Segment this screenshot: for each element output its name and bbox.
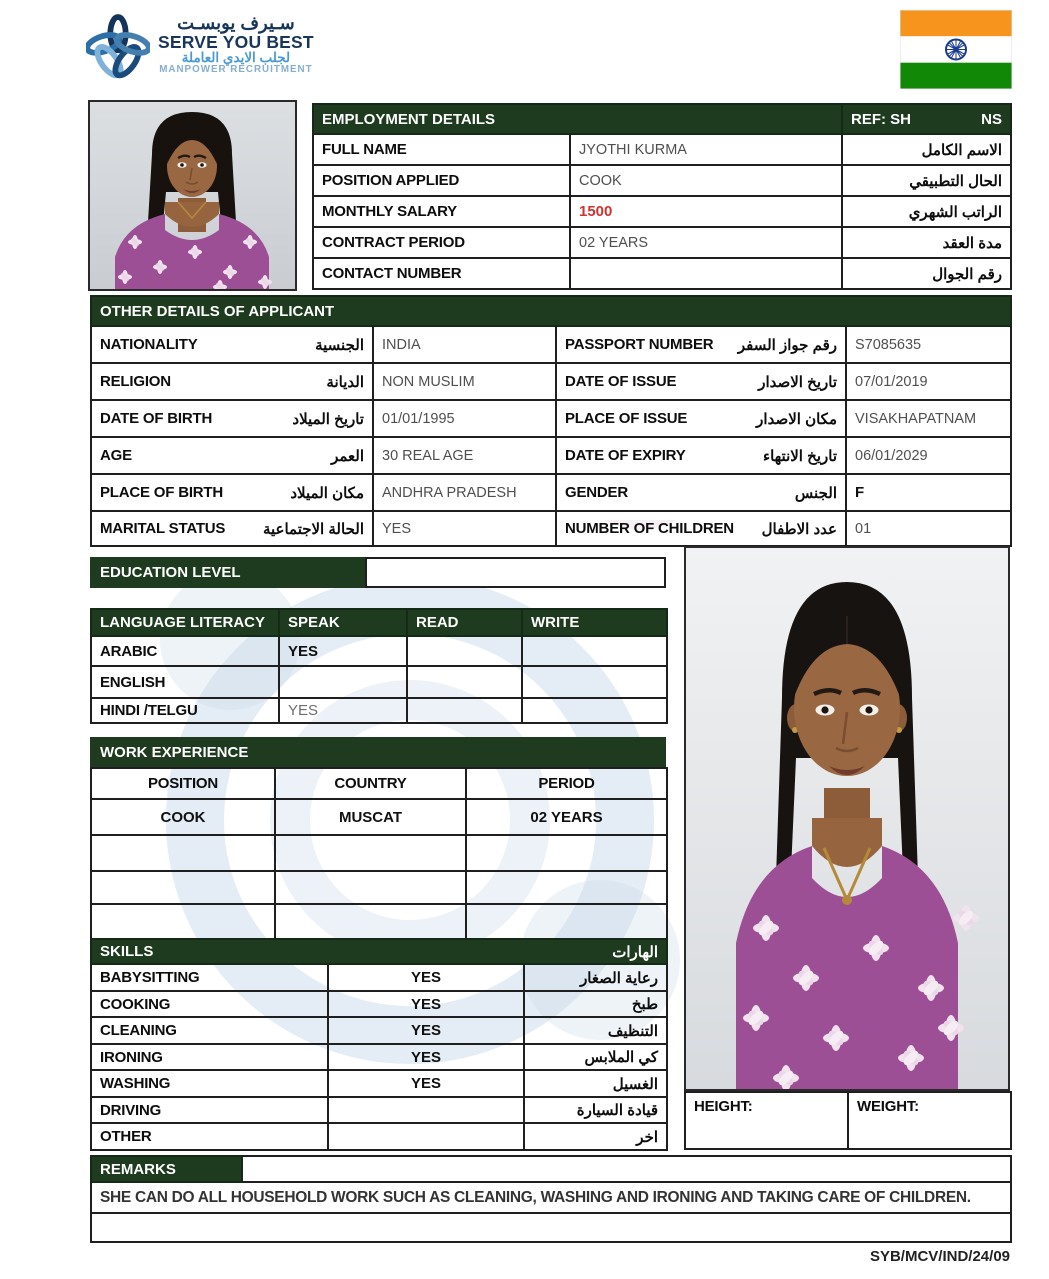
- skill-arabic: الغسيل: [524, 1070, 667, 1097]
- field-label: PLACE OF BIRTH: [100, 484, 224, 501]
- field-label: PLACE OF ISSUE: [565, 410, 688, 427]
- period-header: PERIOD: [466, 768, 667, 799]
- skill-arabic: كي الملابس: [524, 1044, 667, 1070]
- field-arabic: رقم الجوال: [842, 258, 1011, 289]
- logo-subtitle: MANPOWER RECRUITMENT: [159, 64, 313, 76]
- field-label: GENDER: [565, 484, 628, 501]
- language-name: ARABIC: [91, 636, 279, 666]
- other-details-header: OTHER DETAILS OF APPLICANT: [91, 296, 1011, 326]
- field-value: [570, 258, 842, 289]
- other-details-table: [90, 295, 1012, 547]
- field-value: 06/01/2029: [846, 437, 1011, 474]
- country-header: COUNTRY: [275, 768, 466, 799]
- skill-arabic: طبخ: [524, 991, 667, 1017]
- field-value: ANDHRA PRADESH: [373, 474, 556, 511]
- language-name: ENGLISH: [91, 666, 279, 698]
- field-value: JYOTHI KURMA: [570, 134, 842, 165]
- remarks-text: SHE CAN DO ALL HOUSEHOLD WORK SUCH AS CLEANING, WASHING AND IRONING AND TAKING CARE OF CHILDREN.: [91, 1182, 1011, 1213]
- india-flag-icon: [900, 10, 1012, 89]
- speak-value: YES: [279, 636, 407, 666]
- table-row: [313, 196, 1011, 227]
- write-value: [522, 666, 667, 698]
- field-arabic: مدة العقد: [842, 227, 1011, 258]
- position-value: [91, 871, 275, 904]
- table-row: [91, 1213, 1011, 1242]
- speak-value: [279, 666, 407, 698]
- field-value: 01/01/1995: [373, 400, 556, 437]
- language-header: LANGUAGE LITERACY: [91, 609, 279, 636]
- skill-arabic: قيادة السيارة: [524, 1097, 667, 1123]
- write-value: [522, 698, 667, 723]
- remarks-empty-row: [91, 1213, 1011, 1242]
- remarks-header: REMARKS: [91, 1156, 242, 1182]
- skill-arabic: رعاية الصغار: [524, 964, 667, 991]
- table-row: [91, 698, 667, 723]
- table-row: [91, 835, 667, 871]
- education-level-header: EDUCATION LEVEL: [90, 557, 365, 588]
- table-row: [91, 964, 667, 991]
- table-row: [91, 437, 1011, 474]
- field-value: S7085635: [846, 326, 1011, 363]
- country-value: [275, 835, 466, 871]
- field-value: 02 YEARS: [570, 227, 842, 258]
- language-name: HINDI /TELGU: [91, 698, 279, 723]
- employment-header: EMPLOYMENT DETAILS: [313, 104, 842, 134]
- table-row: [91, 636, 667, 666]
- field-value: 30 REAL AGE: [373, 437, 556, 474]
- field-label: MONTHLY SALARY: [313, 196, 570, 227]
- field-value: 07/01/2019: [846, 363, 1011, 400]
- remarks-header-spacer: [242, 1156, 1011, 1182]
- field-arabic: الديانة: [326, 373, 364, 391]
- field-value: COOK: [570, 165, 842, 196]
- skill-value: YES: [328, 1070, 524, 1097]
- field-arabic: العمر: [331, 447, 364, 465]
- field-label: FULL NAME: [313, 134, 570, 165]
- skill-label: IRONING: [91, 1044, 328, 1070]
- table-row: [91, 1123, 667, 1150]
- table-row: [313, 258, 1011, 289]
- field-label: RELIGION: [100, 373, 171, 390]
- field-value: YES: [373, 511, 556, 546]
- read-value: [407, 636, 522, 666]
- field-label: CONTACT NUMBER: [313, 258, 570, 289]
- skill-arabic: التنظيف: [524, 1017, 667, 1044]
- position-value: COOK: [91, 799, 275, 835]
- field-arabic: الراتب الشهري: [842, 196, 1011, 227]
- position-value: [91, 835, 275, 871]
- ref-label: REF: SH: [851, 110, 911, 128]
- table-row: [91, 666, 667, 698]
- remarks-table: [90, 1155, 1012, 1243]
- physical-table: [684, 1091, 1012, 1150]
- table-row: [313, 134, 1011, 165]
- language-literacy-table: [90, 608, 668, 724]
- country-value: MUSCAT: [275, 799, 466, 835]
- skills-header-arabic: الهارات: [612, 943, 659, 961]
- skill-value: YES: [328, 964, 524, 991]
- table-row: [91, 326, 1011, 363]
- skill-arabic: اخر: [524, 1123, 667, 1150]
- period-value: [466, 835, 667, 871]
- skill-label: WASHING: [91, 1070, 328, 1097]
- table-row: [91, 511, 1011, 546]
- field-value: VISAKHAPATNAM: [846, 400, 1011, 437]
- skill-label: CLEANING: [91, 1017, 328, 1044]
- table-row: [313, 227, 1011, 258]
- write-header: WRITE: [522, 609, 667, 636]
- height-label: HEIGHT:: [685, 1092, 848, 1149]
- field-label: DATE OF EXPIRY: [565, 447, 686, 464]
- skills-header: SKILLS: [100, 942, 154, 960]
- applicant-photo-small: [88, 100, 297, 291]
- table-row: [91, 363, 1011, 400]
- field-label: DATE OF ISSUE: [565, 373, 677, 390]
- read-value: [407, 698, 522, 723]
- write-value: [522, 636, 667, 666]
- period-value: [466, 904, 667, 939]
- field-value: INDIA: [373, 326, 556, 363]
- skill-value: YES: [328, 1017, 524, 1044]
- weight-label: WEIGHT:: [848, 1092, 1011, 1149]
- field-arabic: عدد الاطفال: [761, 520, 837, 538]
- field-arabic: الحال التطبيقي: [842, 165, 1011, 196]
- field-label: AGE: [100, 447, 132, 464]
- field-arabic: الجنسية: [315, 336, 364, 354]
- field-label: POSITION APPLIED: [313, 165, 570, 196]
- work-experience-table: [90, 767, 668, 940]
- logo-title: SERVE YOU BEST: [158, 31, 314, 52]
- skill-value: YES: [328, 1044, 524, 1070]
- agency-logo: [86, 14, 314, 84]
- field-arabic: تاريخ الانتهاء: [763, 447, 837, 465]
- education-level-value: [365, 557, 666, 588]
- table-row: [91, 904, 667, 939]
- logo-arabic-title: سـيرف يوبسـت: [177, 13, 295, 33]
- field-arabic: الحالة الاجتماعية: [262, 520, 364, 538]
- read-value: [407, 666, 522, 698]
- table-row: [91, 991, 667, 1017]
- field-arabic: مكان الاصدار: [756, 410, 837, 428]
- table-row: [91, 1070, 667, 1097]
- salary-value: 1500: [570, 196, 842, 227]
- skill-value: YES: [328, 991, 524, 1017]
- speak-value: YES: [279, 698, 407, 723]
- period-value: [466, 871, 667, 904]
- field-label: NATIONALITY: [100, 336, 198, 353]
- read-header: READ: [407, 609, 522, 636]
- table-row: [91, 400, 1011, 437]
- document-reference-code: SYB/MCV/IND/24/09: [869, 1248, 1010, 1265]
- logo-arabic-subtitle: لجلب الايدي العاملة: [181, 50, 291, 66]
- skills-header-cell: [91, 939, 667, 964]
- field-value: NON MUSLIM: [373, 363, 556, 400]
- table-row: [91, 799, 667, 835]
- skill-label: BABYSITTING: [91, 964, 328, 991]
- field-arabic: الجنس: [794, 484, 837, 502]
- period-value: 02 YEARS: [466, 799, 667, 835]
- table-row: [91, 871, 667, 904]
- field-label: CONTRACT PERIOD: [313, 227, 570, 258]
- speak-header: SPEAK: [279, 609, 407, 636]
- skill-value: [328, 1097, 524, 1123]
- employment-ref-cell: [842, 104, 1011, 134]
- applicant-photo-large: [684, 546, 1010, 1091]
- field-arabic: تاريخ الاصدار: [758, 373, 837, 391]
- skills-table: [90, 938, 668, 1151]
- table-row: [91, 1097, 667, 1123]
- table-row: [313, 165, 1011, 196]
- field-label: DATE OF BIRTH: [100, 410, 213, 427]
- country-value: [275, 904, 466, 939]
- field-arabic: تاريخ الميلاد: [292, 410, 364, 428]
- position-header: POSITION: [91, 768, 275, 799]
- ref-value: NS: [981, 110, 1002, 128]
- table-row: [91, 1017, 667, 1044]
- knot-logo-icon: [86, 14, 150, 84]
- field-arabic: الاسم الكامل: [842, 134, 1011, 165]
- country-value: [275, 871, 466, 904]
- table-row: [91, 1182, 1011, 1213]
- employment-table: [312, 103, 1012, 290]
- skill-value: [328, 1123, 524, 1150]
- field-label: PASSPORT NUMBER: [565, 336, 714, 353]
- field-label: NUMBER OF CHILDREN: [565, 520, 734, 537]
- position-value: [91, 904, 275, 939]
- skill-label: COOKING: [91, 991, 328, 1017]
- field-arabic: مكان الميلاد: [290, 484, 364, 502]
- field-value: F: [846, 474, 1011, 511]
- field-value: 01: [846, 511, 1011, 546]
- skill-label: OTHER: [91, 1123, 328, 1150]
- work-experience-header: WORK EXPERIENCE: [90, 737, 666, 767]
- skill-label: DRIVING: [91, 1097, 328, 1123]
- table-row: [91, 474, 1011, 511]
- field-arabic: رقم جواز السفر: [737, 336, 837, 354]
- table-row: [91, 1044, 667, 1070]
- field-label: MARITAL STATUS: [100, 520, 226, 537]
